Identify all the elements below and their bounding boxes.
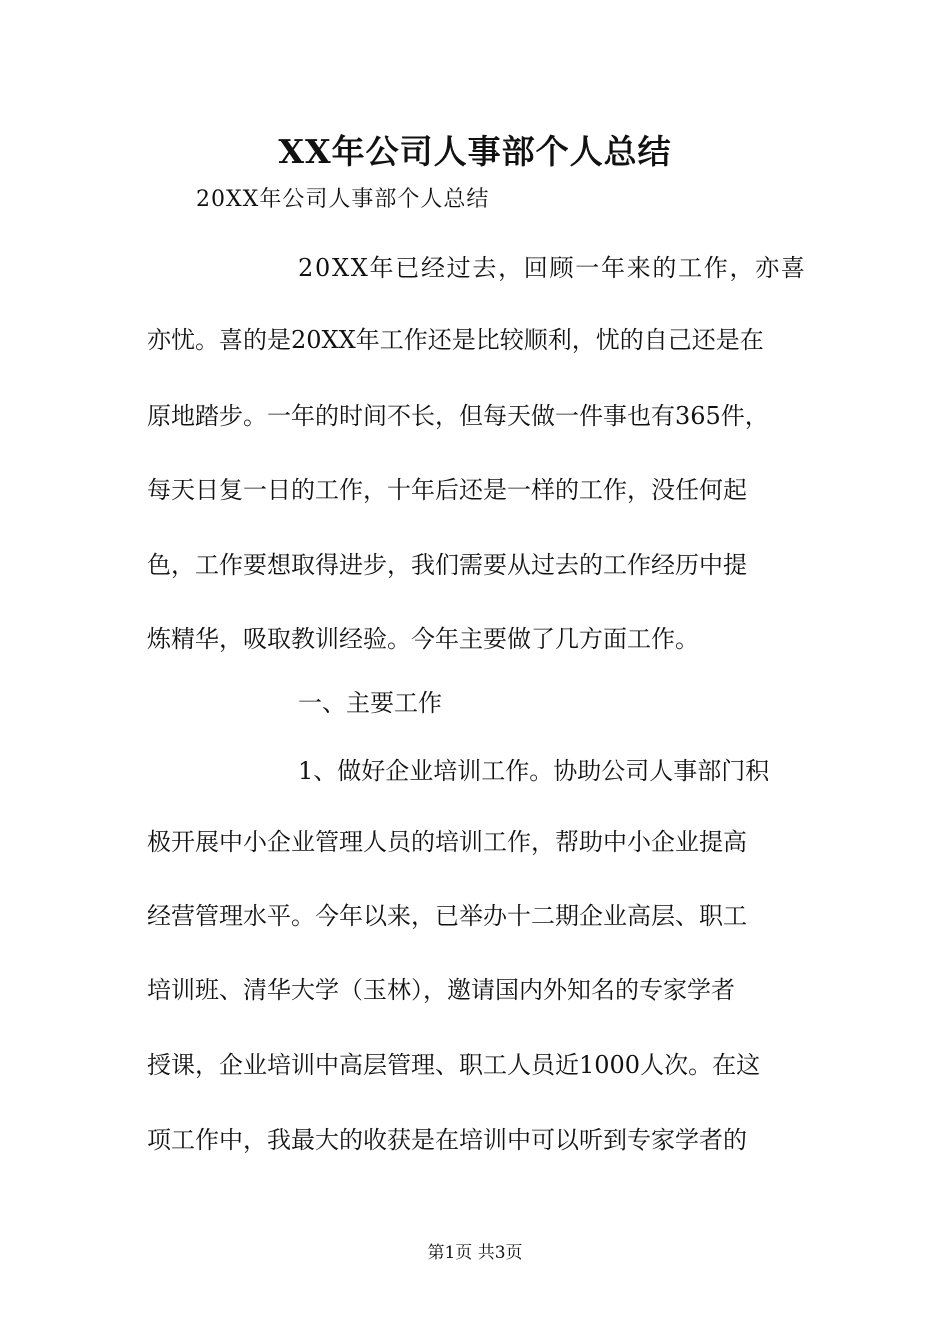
paragraph-line: 1、做好企业培训工作。协助公司人事部门积 [298, 757, 770, 785]
paragraph-line: 经营管理水平。今年以来，已举办十二期企业高层、职工 [147, 902, 747, 930]
paragraph-line: 极开展中小企业管理人员的培训工作，帮助中小企业提高 [147, 828, 747, 856]
paragraph-line: 亦忧。喜的是20XX年工作还是比较顺利，忧的自己还是在 [147, 326, 764, 354]
page-footer: 第1页 共3页 [427, 1243, 523, 1263]
paragraph-line [298, 248, 807, 288]
paragraph-line: 原地踏步。一年的时间不长，但每天做一件事也有365件， [147, 402, 769, 430]
paragraph-line: 炼精华，吸取教训经验。今年主要做了几方面工作。 [147, 625, 699, 653]
line-text: 20XX年已经过去，回顾一年来的工作，亦喜 [298, 254, 807, 282]
paragraph-line: 授课，企业培训中高层管理、职工人员近1000人次。在这 [147, 1051, 761, 1079]
paragraph-line: 项工作中，我最大的收获是在培训中可以听到专家学者的 [147, 1126, 747, 1154]
paragraph-line: 色，工作要想取得进步，我们需要从过去的工作经历中提 [147, 551, 747, 579]
document-title: XX年公司人事部个人总结 [278, 132, 672, 171]
paragraph-line: 每天日复一日的工作，十年后还是一样的工作，没任何起 [147, 476, 747, 504]
paragraph-line: 培训班、清华大学（玉林），邀请国内外知名的专家学者 [147, 976, 735, 1004]
section-heading: 一、主要工作 [298, 689, 442, 717]
document-subtitle: 20XX年公司人事部个人总结 [196, 187, 490, 212]
